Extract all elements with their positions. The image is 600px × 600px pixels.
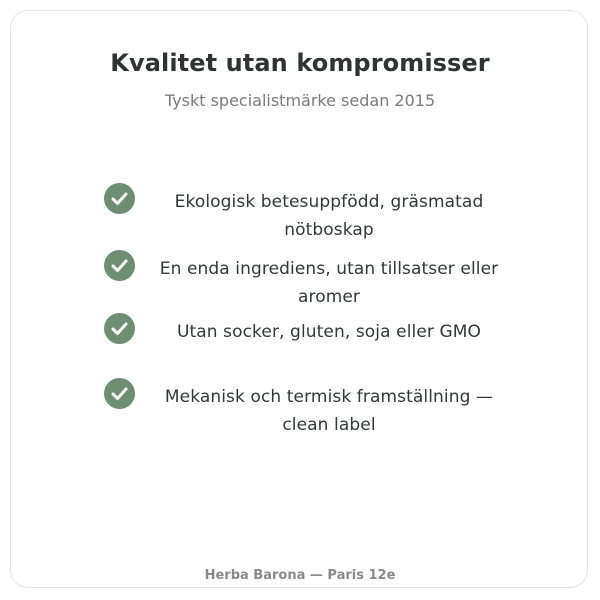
check-circle-icon	[104, 183, 135, 214]
check-circle-icon	[104, 250, 135, 281]
page-subtitle: Tyskt specialistmärke sedan 2015	[164, 91, 436, 110]
feature-text: Utan socker, gluten, soja eller GMO	[176, 322, 482, 342]
page-title: Kvalitet utan kompromisser	[110, 49, 490, 77]
feature-text: En enda ingrediens, utan tillsatser eller aromer	[159, 259, 499, 307]
footer-text: Herba Barona — Paris 12e	[204, 568, 396, 583]
check-circle-icon	[104, 378, 135, 409]
feature-text: Ekologisk betesuppfödd, gräsmatad nötboskap	[174, 192, 484, 240]
feature-text: Mekanisk och termisk framställning — clean label	[164, 387, 494, 435]
check-circle-icon	[104, 313, 135, 344]
